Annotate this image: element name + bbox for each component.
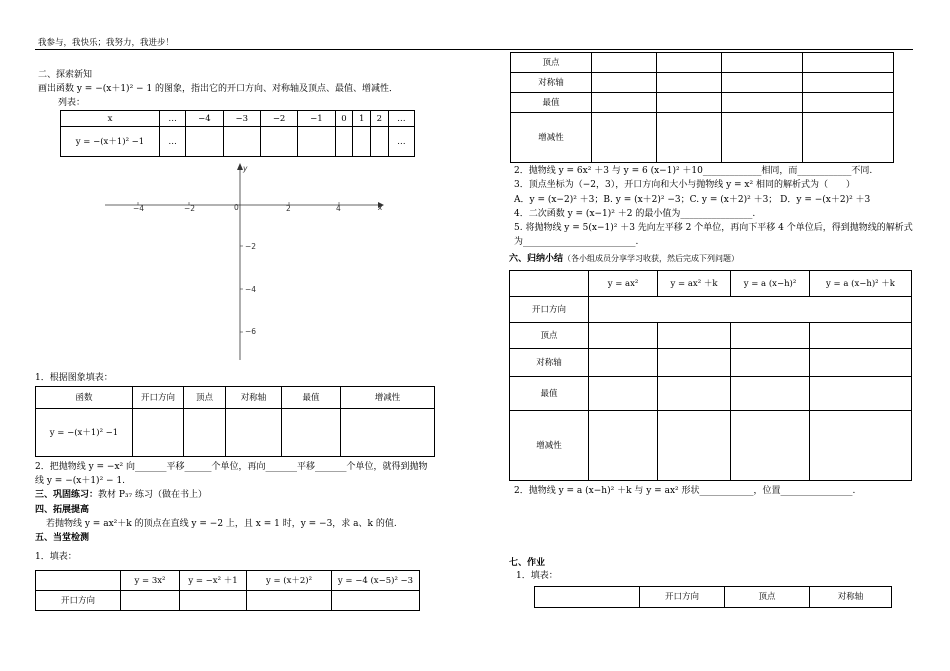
value-table-cell: y = −(x＋1)² −1 xyxy=(61,127,160,157)
check-table xyxy=(35,570,420,611)
table-cell[interactable] xyxy=(658,349,731,377)
table-cell[interactable] xyxy=(810,377,912,411)
table-header xyxy=(510,271,589,297)
section-4-title: 四、拓展提高 xyxy=(35,505,90,515)
question-2-line-2: 线 y = −(x＋1)² − 1. xyxy=(35,476,126,486)
section-6-subtitle: （各小组成员分享学习收获，然后完成下列问题） xyxy=(563,254,740,263)
table-cell[interactable] xyxy=(803,53,894,73)
table-cell[interactable] xyxy=(722,93,803,113)
table-cell[interactable] xyxy=(810,411,912,481)
table-cell[interactable] xyxy=(184,409,226,457)
table-cell[interactable] xyxy=(589,349,658,377)
table-header xyxy=(36,571,121,591)
table-header: 函数 xyxy=(36,387,133,409)
homework-table xyxy=(534,586,892,608)
table-header: 最值 xyxy=(282,387,341,409)
table-header: 顶点 xyxy=(725,587,810,608)
y-tick-label: −4 xyxy=(245,285,257,294)
table-cell[interactable] xyxy=(247,591,332,611)
section-6-title: 六、归纳小结 xyxy=(509,254,564,264)
value-table-cell: 2 xyxy=(371,111,389,127)
value-table xyxy=(60,110,415,157)
right-question-5-line-1: 5. 将抛物线 y = 5(x−1)² ＋3 先向左平移 2 个单位，再向下平移 4 个单位后，得到抛物线的解析式 xyxy=(514,223,913,233)
table-cell[interactable] xyxy=(810,349,912,377)
section-7-question-1: 1．填表： xyxy=(516,571,558,581)
x-axis-name: x xyxy=(378,203,383,212)
table-header: y = a (x−h)² ＋k xyxy=(810,271,912,297)
table-cell[interactable] xyxy=(731,349,810,377)
table-row-label: y = −(x＋1)² −1 xyxy=(36,409,133,457)
table-cell[interactable] xyxy=(722,73,803,93)
table-header: y = ax² ＋k xyxy=(658,271,731,297)
header-rule xyxy=(35,49,913,50)
list-label: 列表： xyxy=(58,98,86,108)
table-cell[interactable] xyxy=(657,93,722,113)
table-cell[interactable] xyxy=(657,113,722,163)
table-cell[interactable] xyxy=(133,409,184,457)
table-cell[interactable] xyxy=(592,113,657,163)
value-table-cell[interactable] xyxy=(335,127,353,157)
right-question-5-line-2: 为_________________________. xyxy=(514,237,639,247)
question-1: 1．根据图象填表： xyxy=(35,373,113,383)
section-3-title: 三、巩固练习： xyxy=(35,490,99,500)
value-table-cell: 0 xyxy=(335,111,353,127)
section-6-question-2: 2．抛物线 y = a (x−h)² ＋k 与 y = ax² 形状____________，位置________________. xyxy=(514,486,856,496)
value-table-cell: x xyxy=(61,111,160,127)
section-3 xyxy=(35,490,207,501)
table-cell[interactable] xyxy=(589,377,658,411)
x-tick-label: 0 xyxy=(234,203,239,212)
y-tick-label: −6 xyxy=(245,327,257,336)
table-cell[interactable] xyxy=(180,591,247,611)
table-cell[interactable] xyxy=(592,73,657,93)
table-row-label: 开口方向 xyxy=(510,297,589,323)
table-row-label: 顶点 xyxy=(511,53,592,73)
section-5-question-1: 1．填表： xyxy=(35,552,77,562)
right-question-2: 2．抛物线 y = 6x² ＋3 与 y = 6 (x−1)² ＋10_____________相同，而____________不同. xyxy=(514,166,873,176)
table-cell[interactable] xyxy=(341,409,435,457)
table-header: 增减性 xyxy=(341,387,435,409)
header-motto: 我参与，我快乐；我努力，我进步！ xyxy=(38,38,175,48)
value-table-cell: … xyxy=(388,111,414,127)
value-table-cell[interactable] xyxy=(371,127,389,157)
right-question-3: 3．顶点坐标为（−2，3），开口方向和大小与抛物线 y = x² 相同的解析式为（ ） xyxy=(514,180,855,190)
table-header: 对称轴 xyxy=(810,587,892,608)
right-question-4: 4．二次函数 y = (x−1)² ＋2 的最小值为________________. xyxy=(514,209,756,219)
table-cell[interactable] xyxy=(810,323,912,349)
value-table-cell[interactable] xyxy=(298,127,335,157)
value-table-cell: −4 xyxy=(186,111,223,127)
table-cell[interactable] xyxy=(657,53,722,73)
table-header: 开口方向 xyxy=(133,387,184,409)
table-header xyxy=(535,587,640,608)
x-tick-label: 4 xyxy=(336,204,341,213)
table-header: y = (x＋2)² xyxy=(247,571,332,591)
x-tick-label: 2 xyxy=(286,204,291,213)
section-6 xyxy=(509,253,739,265)
table-cell[interactable] xyxy=(589,411,658,481)
table-cell[interactable] xyxy=(589,297,912,323)
table-header: y = −4 (x−5)² −3 xyxy=(332,571,420,591)
table-cell[interactable] xyxy=(803,113,894,163)
table-cell[interactable] xyxy=(658,323,731,349)
table-cell[interactable] xyxy=(731,411,810,481)
section-3-text: 教材 P₃₇ 练习（做在书上） xyxy=(98,490,208,500)
table-row-label: 最值 xyxy=(511,93,592,113)
section-2-title: 二、探索新知 xyxy=(38,70,93,80)
table-cell[interactable] xyxy=(657,73,722,93)
table-cell[interactable] xyxy=(658,377,731,411)
table-header: y = −x² ＋1 xyxy=(180,571,247,591)
table-cell[interactable] xyxy=(592,53,657,73)
table-header: y = a (x−h)² xyxy=(731,271,810,297)
graph-fill-table xyxy=(35,386,435,457)
table-cell[interactable] xyxy=(731,323,810,349)
summary-table xyxy=(509,270,912,481)
value-table-cell: … xyxy=(160,111,186,127)
question-2-line-1: 2．把抛物线 y = −x² 向_______平移______个单位，再向_______平移_______个单位，就得到抛物 xyxy=(35,462,428,472)
value-table-cell: −1 xyxy=(298,111,335,127)
table-header: y = ax² xyxy=(589,271,658,297)
table-cell[interactable] xyxy=(332,591,420,611)
y-axis-name: y xyxy=(243,164,248,173)
table-row-label: 增减性 xyxy=(511,113,592,163)
value-table-cell[interactable] xyxy=(353,127,371,157)
value-table-cell: −2 xyxy=(260,111,297,127)
x-tick-label: −4 xyxy=(133,204,145,213)
table-cell[interactable] xyxy=(282,409,341,457)
table-cell[interactable] xyxy=(722,113,803,163)
section-5-title: 五、当堂检测 xyxy=(35,533,90,543)
value-table-cell[interactable] xyxy=(260,127,297,157)
table-cell[interactable] xyxy=(589,323,658,349)
table-cell[interactable] xyxy=(731,377,810,411)
table-header: 对称轴 xyxy=(226,387,282,409)
table-row-label: 开口方向 xyxy=(36,591,121,611)
table-cell[interactable] xyxy=(226,409,282,457)
table-cell[interactable] xyxy=(592,93,657,113)
table-row-label: 对称轴 xyxy=(511,73,592,93)
value-table-cell: −3 xyxy=(223,111,260,127)
value-table-cell[interactable] xyxy=(223,127,260,157)
table-row-label: 最值 xyxy=(510,377,589,411)
table-cell[interactable] xyxy=(121,591,180,611)
table-cell[interactable] xyxy=(803,73,894,93)
section-2-intro: 画出函数 y = −(x＋1)² − 1 的图象，指出它的开口方向、对称轴及顶点、最值、增减性． xyxy=(38,84,399,94)
value-table-cell: … xyxy=(160,127,186,157)
table-row-label: 顶点 xyxy=(510,323,589,349)
section-7-title: 七、作业 xyxy=(509,558,546,568)
x-tick-label: −2 xyxy=(184,204,196,213)
value-table-cell[interactable] xyxy=(186,127,223,157)
y-tick-label: −2 xyxy=(245,242,257,251)
table-cell[interactable] xyxy=(803,93,894,113)
table-cell[interactable] xyxy=(658,411,731,481)
table-header: 顶点 xyxy=(184,387,226,409)
table-row-label: 增减性 xyxy=(510,411,589,481)
top-right-table xyxy=(510,52,894,163)
right-question-3-options: A．y = (x−2)² ＋3；B. y = (x＋2)² −3；C. y = (x＋2)² ＋3； D．y = −(x＋2)² ＋3 xyxy=(514,195,871,205)
value-table-cell: … xyxy=(388,127,414,157)
table-row-label: 对称轴 xyxy=(510,349,589,377)
table-header: y = 3x² xyxy=(121,571,180,591)
table-cell[interactable] xyxy=(722,53,803,73)
section-4-text: 若抛物线 y = ax²＋k 的顶点在直线 y = −2 上，且 x = 1 时，y = −3，求 a、k 的值. xyxy=(46,519,397,529)
value-table-cell: 1 xyxy=(353,111,371,127)
table-header: 开口方向 xyxy=(640,587,725,608)
